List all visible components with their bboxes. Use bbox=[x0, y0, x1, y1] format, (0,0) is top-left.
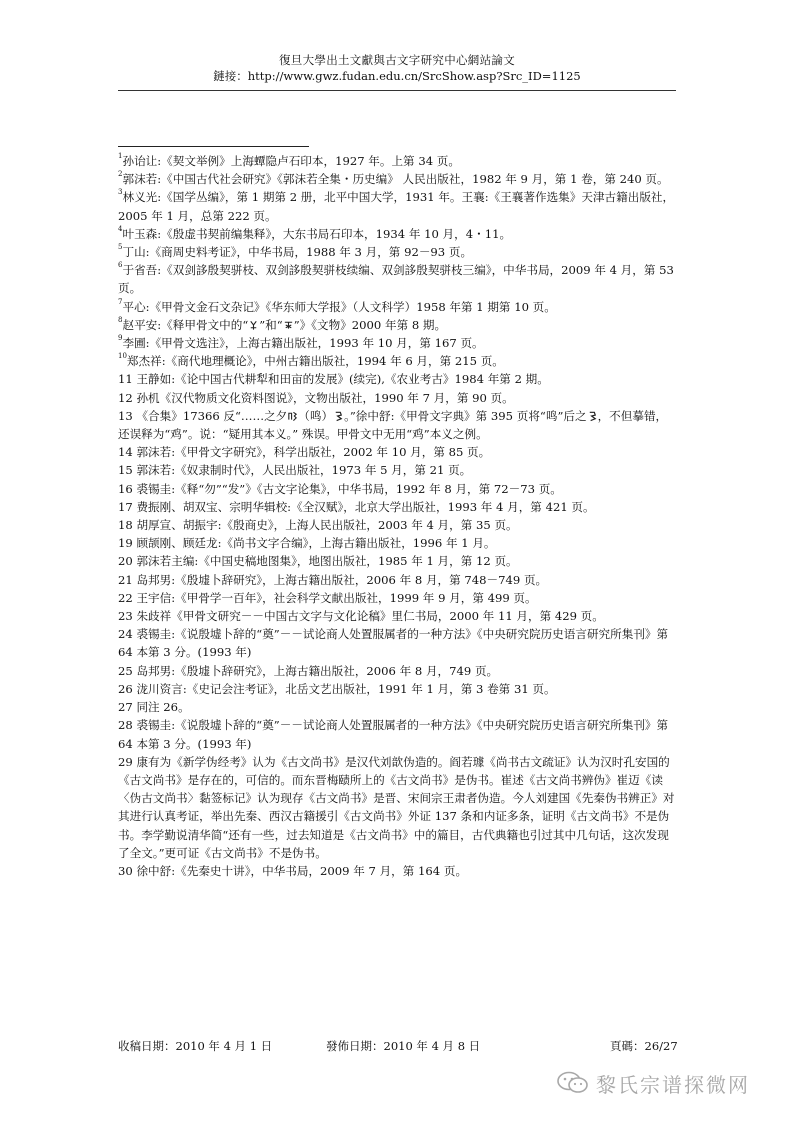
footnote-29: 29 康有为《新学伪经考》认为《古文尚书》是汉代刘歆伪造的。阎若璩《尚书古文疏证》认为汉时孔安国的《古文尚书》是存在的，可信的。而东晋梅赜所上的《古文尚书》是伪书。崔述《古文尚书辨伪》崔迈《读〈伪古文尚书〉黏签标记》认为现存《古文尚书》是晋、宋间宗王肃者伪造。今人刘建国《先秦伪书辨正》对其进行认真考证，举出先秦、西汉古籍援引《古文尚书》外证 137 条和内证多条，证明《古文尚书》不是伪书。李学勤说清华简“还有一些，过去知道是《古文尚书》中的篇目，古代典籍也引过其中几句话，这次发现了全文。”更可证《古文尚书》不是伪书。 bbox=[118, 754, 675, 860]
footnote-21: 21 岛邦男:《殷墟卜辞研究》，上海古籍出版社，2006 年 8 月，第 748－749 页。 bbox=[118, 572, 548, 587]
oracle-glyph-icon bbox=[283, 319, 294, 331]
footnote-23: 23 朱歧祥《甲骨文研究－－中国古文字与文化论稿》里仁书局，2000 年 11 月，第 429 页。 bbox=[118, 609, 604, 624]
bird-glyph-icon bbox=[587, 410, 598, 422]
page-header bbox=[0, 52, 794, 84]
source-link[interactable]: http://www.gwz.fudan.edu.cn/SrcShow.asp?Src_ID=1125 bbox=[247, 69, 581, 83]
link-label: 鏈接： bbox=[213, 69, 248, 83]
footnote-28: 28 裘锡圭:《说殷墟卜辞的“奠”－－试论商人处置服属者的一种方法》《中央研究院历史语言研究所集刊》第 64 本第 3 分。(1993 年) bbox=[118, 718, 669, 751]
page-number: 頁碼：26/27 bbox=[610, 1039, 678, 1053]
footnote-17: 17 费振刚、胡双宝、宗明华辑校:《全汉赋》，北京大学出版社，1993 年 4 月，第 421 页。 bbox=[118, 499, 595, 514]
footnote-20: 20 郭沫若主编:《中国史稿地图集》，地图出版社，1985 年 1 月，第 12 页。 bbox=[118, 554, 518, 569]
oracle-glyph-icon bbox=[248, 319, 259, 331]
footnote-10: $^{10}$郑杰祥:《商代地理概论》，中州古籍出版社，1994 年 6 月，第 215 页。 bbox=[118, 352, 504, 369]
source-link-line bbox=[0, 68, 794, 84]
footnote-18: 18 胡厚宣、胡振宇:《殷商史》，上海人民出版社，2003 年 4 月，第 35 页。 bbox=[118, 518, 518, 533]
footnote-2: $^2$郭沫若:《中国古代社会研究》《郭沫若全集・历史编》 人民出版社，1982 年 9 月，第 1 卷，第 240 页。 bbox=[118, 170, 669, 187]
footnote-22: 22 王宇信:《甲骨学一百年》，社会科学文献出版社，1999 年 9 月，第 499 页。 bbox=[118, 590, 537, 605]
footnote-3: $^3$林义光:《国学丛编》，第 1 期第 2 册，北平中国大学，1931 年。王襄:《王襄著作选集》天津古籍出版社，2005 年 1 月，总第 222 页。 bbox=[118, 188, 675, 223]
footnote-5: $^5$丁山:《商周史料考证》，中华书局，1988 年 3 月，第 92－93 页。 bbox=[118, 243, 473, 260]
footnote-14: 14 郭沫若:《甲骨文字研究》，科学出版社，2002 年 10 月，第 85 页。 bbox=[118, 445, 491, 460]
footnote-27: 27 同注 26。 bbox=[118, 700, 190, 715]
footnote-1: $^1$孙诒让:《契文举例》上海蟫隐卢石印本，1927 年。上第 34 页。 bbox=[118, 152, 460, 168]
footnote-4: $^4$叶玉森:《殷虚书契前编集释》，大东书局石印本，1934 年 10 月，4・11。 bbox=[118, 224, 512, 241]
footnote-separator bbox=[118, 146, 309, 147]
received-date: 收稿日期：2010 年 4 月 1 日 bbox=[118, 1039, 273, 1053]
header-rule bbox=[118, 90, 676, 91]
wechat-icon bbox=[556, 1070, 590, 1096]
published-date: 發佈日期：2010 年 4 月 8 日 bbox=[326, 1039, 481, 1053]
footnote-6: $^6$于省吾:《双剑誃殷契骈枝、双剑誃殷契骈枝续编、双剑誃殷契骈枝三编》，中华书局，2009 年 4 月，第 53 页。 bbox=[118, 261, 674, 296]
footnote-24: 24 裘锡圭:《说殷墟卜辞的“奠”－－试论商人处置服属者的一种方法》《中央研究院历史语言研究所集刊》第 64 本第 3 分。(1993 年) bbox=[118, 627, 669, 660]
bird-glyph-icon bbox=[287, 410, 298, 422]
page-footer bbox=[0, 1038, 794, 1056]
footnote-9: $^9$李圃:《甲骨文选注》，上海古籍出版社，1993 年 10 月，第 167 页。 bbox=[118, 334, 484, 351]
watermark-text: 黎氏宗谱探微网 bbox=[596, 1072, 750, 1097]
footnote-7: $^7$平心:《甲骨文金石文杂记》《华东师大学报》（人文科学）1958 年第 1 期第 10 页。 bbox=[118, 297, 556, 314]
footnote-15: 15 郭沫若:《奴隶制时代》，人民出版社，1973 年 5 月，第 21 页。 bbox=[118, 463, 472, 478]
footnote-12: 12 孙机《汉代物质文化资料图说》，文物出版社，1990 年 7 月，第 90 页。 bbox=[118, 390, 514, 405]
site-title: 復旦大學出土文獻與古文字研究中心網站論文 bbox=[279, 53, 515, 67]
footnote-16: 16 裘锡圭:《释“勿”“发”》《古文字论集》，中华书局，1992 年 8 月，第 72－73 页。 bbox=[118, 481, 562, 496]
wechat-watermark bbox=[556, 1068, 750, 1098]
footnote-19: 19 顾颉刚、顾廷龙:《尚书文字合编》，上海古籍出版社，1996 年 1 月。 bbox=[118, 536, 496, 551]
footnote-13: 13 《合集》17366 反“……之夕 （鸣） 。”徐中舒:《甲骨文字典》第 395 页将“鸣”后之 ，不但摹错，还误释为“鸡”。说：“疑用其本义。” 殊误。甲骨文中无用“鸡”本义之例。 bbox=[118, 408, 668, 442]
footnote-26: 26 泷川资言:《史记会注考证》，北岳文艺出版社，1991 年 1 月，第 3 卷第 31 页。 bbox=[118, 681, 556, 696]
footnote-8: $^8$赵平安:《释甲骨文中的“ ”和“ ”》《文物》2000 年第 8 期。 bbox=[118, 315, 447, 332]
footnote-25: 25 岛邦男:《殷墟卜辞研究》，上海古籍出版社，2006 年 8 月，749 页。 bbox=[118, 663, 499, 678]
bird-glyph-icon bbox=[333, 410, 344, 422]
footnotes bbox=[118, 152, 676, 880]
footnote-30: 30 徐中舒:《先秦史十讲》，中华书局，2009 年 7 月，第 164 页。 bbox=[118, 863, 468, 878]
footnote-11: 11 王静如:《论中国古代耕犁和田亩的发展》(续完),《农业考古》1984 年第 2 期。 bbox=[118, 372, 549, 387]
